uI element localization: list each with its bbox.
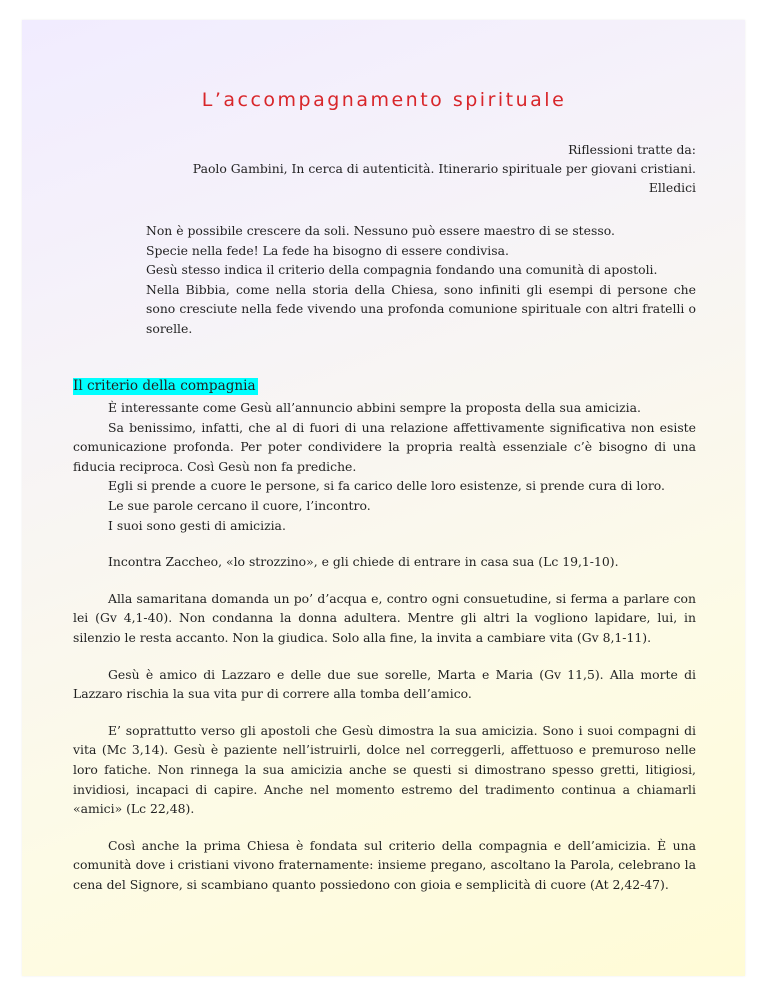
source-book: Paolo Gambini, In cerca di autenticità. Itinerario spirituale per giovani cristiani. [192, 161, 696, 176]
paragraph: Sa benissimo, infatti, che al di fuori di una relazione affettivamente significativa non esiste comunicazione profonda. Per poter condividere la propria realtà essenziale c’è bisogno di una fiducia reciproca. Così Gesù non fa prediche. [73, 419, 696, 474]
intro-line: Specie nella fede! La fede ha bisogno di essere condivisa. [146, 242, 509, 258]
page-title: L’accompagnamento spirituale [201, 89, 567, 111]
source-intro: Riflessioni tratte da: [568, 142, 696, 157]
source-citation [193, 140, 696, 197]
paragraph: Alla samaritana domanda un po’ d’acqua e, contro ogni consuetudine, si ferma a parlare con lei (Gv 4,1-40). Non condanna la donna adultera. Mentre gli altri la vogliono lapidare, lui, in silenzio le resta accanto. Non la giudica. Solo alla fine, la invita a cambiare vita (Gv 8,1-11). [73, 590, 696, 645]
paragraph: Le sue parole cercano il cuore, l’incontro. [108, 497, 371, 513]
intro-block [146, 221, 696, 339]
intro-line: Non è possibile crescere da soli. Nessuno può essere maestro di se stesso. [146, 223, 615, 238]
section-body [73, 398, 696, 894]
paragraph: I suoi sono gesti di amicizia. [108, 517, 286, 533]
paragraph: E’ soprattutto verso gli apostoli che Gesù dimostra la sua amicizia. Sono i suoi compagni di vita (Mc 3,14). Gesù è paziente nell’istruirli, dolce nel correggerli, affettuoso e premuroso nelle loro fatiche. Non rinnega la sua amicizia anche se questi si dimostrano spesso gretti, litigiosi, invidiosi, incapaci di capire. Anche nel momento estremo del tradimento continua a chiamarli «amici» (Lc 22,48). [73, 722, 696, 817]
source-publisher: Elledici [648, 180, 696, 195]
paragraph: È interessante come Gesù all’annuncio abbini sempre la proposta della sua amicizia. [108, 400, 641, 415]
section-heading: Il criterio della compagnia [73, 378, 256, 394]
paragraph: Incontra Zaccheo, «lo strozzino», e gli chiede di entrare in casa sua (Lc 19,1-10). [108, 554, 619, 570]
intro-line: Gesù stesso indica il criterio della compagnia fondando una comunità di apostoli. [146, 262, 658, 278]
paragraph: Gesù è amico di Lazzaro e delle due sue sorelle, Marta e Maria (Gv 11,5). Alla morte di Lazzaro rischia la sua vita pur di correre alla tomba dell’amico. [73, 666, 696, 702]
paragraph: Egli si prende a cuore le persone, si fa carico delle loro esistenze, si prende cura di loro. [108, 478, 665, 494]
intro-line: Nella Bibbia, come nella storia della Chiesa, sono infiniti gli esempi di persone che sono cresciute nella fede vivendo una profonda comunione spirituale con altri fratelli o sorelle. [146, 281, 696, 336]
paragraph: Così anche la prima Chiesa è fondata sul criterio della compagnia e dell’amicizia. È una comunità dove i cristiani vivono fraternamente: insieme pregano, ascoltano la Parola, celebrano la cena del Signore, si scambiano quanto possiedono con gioia e semplicità di cuore (At 2,42-47). [73, 837, 696, 892]
